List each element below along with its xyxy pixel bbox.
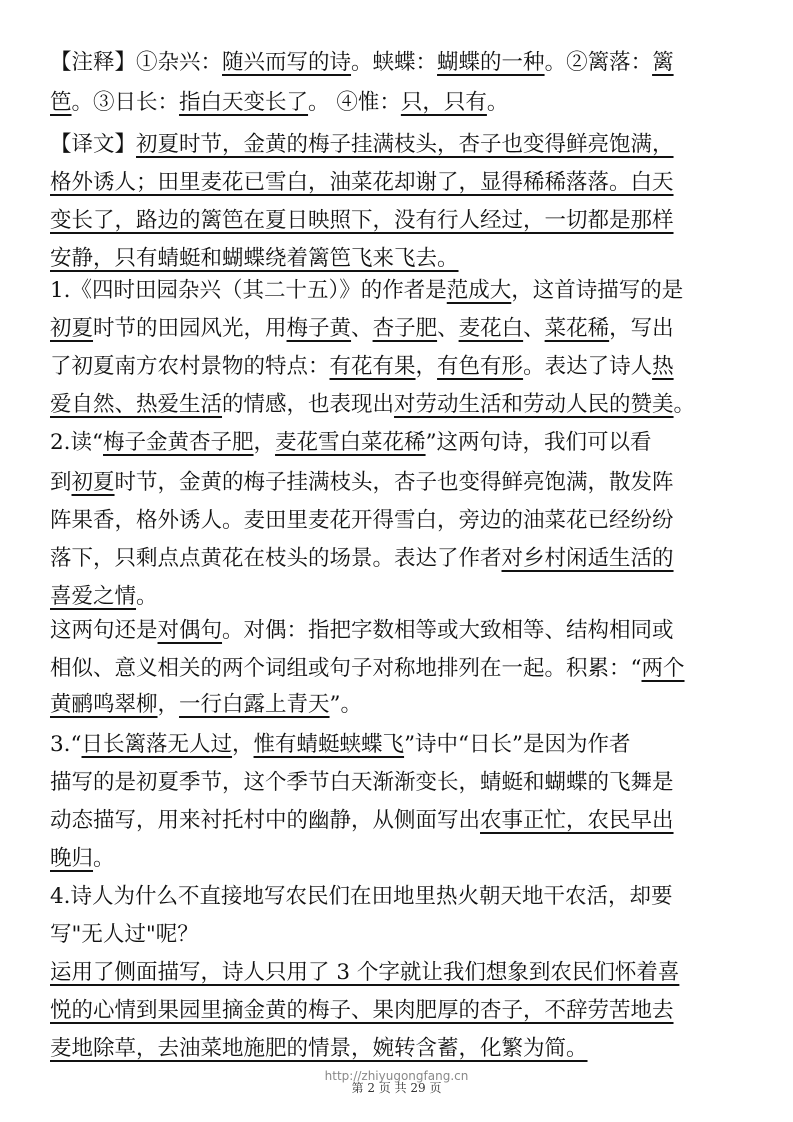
underlined-answer: 初夏	[71, 470, 115, 495]
underlined-answer: 梅子黄	[286, 316, 352, 341]
text-segment: ”。	[329, 692, 363, 717]
text-line	[50, 614, 750, 648]
underlined-answer: 日长篱落无人过	[81, 732, 233, 757]
text-segment: 【译文】	[50, 132, 137, 157]
text-line	[50, 652, 750, 686]
text-line	[50, 350, 750, 384]
text-line	[50, 504, 750, 538]
text-segment: 【注释】①杂兴：	[50, 50, 223, 75]
text-segment: 。 ④惟：	[308, 90, 401, 115]
text-segment: 。	[673, 392, 696, 417]
text-segment: ，	[232, 732, 254, 757]
underlined-answer: 黄鹂鸣翠柳	[50, 692, 158, 717]
underlined-answer: 指白天变长了	[179, 90, 309, 115]
underlined-answer: 对偶句	[157, 618, 223, 643]
text-segment: 。对偶：指把字数相等或大致相等、结构相同或	[222, 618, 674, 643]
text-segment: 落下，只剩点点黄花在枝头的场景。表达了作者	[50, 546, 502, 571]
text-segment: 。蛱蝶：	[351, 50, 438, 75]
text-segment: 写"无人过"呢？	[50, 922, 199, 947]
text-segment: 4.诗人为什么不直接地写农民们在田地里热火朝天地干农活，却要	[50, 884, 673, 909]
underlined-answer: 热	[652, 354, 674, 379]
text-line	[50, 728, 750, 762]
text-line	[50, 688, 750, 722]
text-segment: ，	[253, 430, 276, 455]
underlined-answer: 一行白露上青天	[179, 692, 330, 717]
underlined-answer: 麦地除草，去油菜地施肥的情景，婉转含蓄，化繁为简。	[50, 1036, 588, 1061]
underlined-answer: 随兴而写的诗	[222, 50, 352, 75]
text-segment: ”诗中“日长”是因为作者	[404, 732, 631, 757]
text-line	[50, 956, 750, 990]
underlined-answer: 菜花稀	[544, 316, 610, 341]
text-line	[50, 542, 750, 576]
text-segment: 、	[437, 316, 459, 341]
underlined-answer: 蝴蝶的一种	[437, 50, 545, 75]
text-line	[50, 804, 750, 838]
text-segment: 。表达了诗人	[523, 354, 653, 379]
text-segment: 。	[486, 90, 509, 115]
text-segment: 2.读“	[50, 430, 104, 455]
underlined-answer: 笆	[50, 90, 72, 115]
text-line	[50, 466, 750, 500]
underlined-answer: 爱自然、热爱生活	[50, 392, 223, 417]
text-segment: 。③日长：	[71, 90, 180, 115]
text-segment: 3.“	[50, 732, 82, 757]
text-line	[50, 842, 750, 876]
text-line	[50, 426, 750, 460]
text-segment: 这两句还是	[50, 618, 158, 643]
text-segment: 、	[523, 316, 545, 341]
underlined-answer: 初夏时节，金黄的梅子挂满枝头，杏子也变得鲜亮饱满，	[136, 132, 674, 157]
text-line	[50, 166, 750, 200]
text-segment: 了初夏南方农村景物的特点：	[50, 354, 330, 379]
text-segment: ”这两句诗，我们可以看	[425, 430, 652, 455]
text-segment: ，这首诗描写的是	[511, 278, 684, 303]
text-segment: 时节的田园风光，用	[93, 316, 287, 341]
underlined-answer: 麦花雪白菜花稀	[275, 430, 426, 455]
underlined-answer: 安静，只有蜻蜓和蝴蝶绕着篱笆飞来飞去。	[50, 246, 459, 271]
text-segment: 的情感，也表现出	[222, 392, 395, 417]
underlined-answer: 运用了侧面描写，诗人只用了 3 个字就让我们想象到农民们怀着喜	[50, 960, 680, 985]
underlined-answer: 只，只有	[400, 90, 487, 115]
text-line	[50, 46, 750, 80]
underlined-answer: 喜爱之情	[50, 584, 137, 609]
text-segment: 。②篱落：	[544, 50, 653, 75]
text-line	[50, 86, 750, 120]
text-segment: ，写出	[609, 316, 674, 341]
underlined-answer: 晚归	[50, 846, 94, 871]
underlined-answer: 悦的心情到果园里摘金黄的梅子、果肉肥厚的杏子，不辞劳苦地去	[50, 998, 674, 1023]
text-line	[50, 766, 750, 800]
underlined-answer: 对乡村闲适生活的	[501, 546, 674, 571]
text-line	[50, 204, 750, 238]
text-segment: 时节，金黄的梅子挂满枝头，杏子也变得鲜亮饱满，散发阵	[114, 470, 674, 495]
underlined-answer: 惟有蜻蜓蛱蝶飞	[253, 732, 405, 757]
text-segment: 相似、意义相关的两个词组或句子对称地排列在一起。积累：“	[50, 656, 642, 681]
footer-url[interactable]: http://zhiyugongfang.cn	[324, 1069, 469, 1083]
underlined-answer: 变长了，路边的篱笆在夏日映照下，没有行人经过，一切都是那样	[50, 208, 674, 233]
page-number: 第 2 页 共 29 页	[351, 1081, 442, 1095]
text-segment: 1.《四时田园杂兴（其二十五）》的作者是	[50, 278, 447, 303]
text-line	[50, 128, 750, 162]
underlined-answer: 麦花白	[458, 316, 524, 341]
text-segment: 阵果香，格外诱人。麦田里麦花开得雪白，旁边的油菜花已经纷纷	[50, 508, 674, 533]
underlined-answer: 篱	[652, 50, 674, 75]
underlined-answer: 两个	[641, 656, 685, 681]
text-segment: 。	[93, 846, 115, 871]
underlined-answer: 格外诱人；田里麦花已雪白，油菜花却谢了，显得稀稀落落。白天	[50, 170, 674, 195]
underlined-answer: 有花有果	[329, 354, 416, 379]
underlined-answer: 有色有形	[437, 354, 524, 379]
text-line	[50, 274, 750, 308]
text-segment: ，	[157, 692, 180, 717]
text-line	[50, 312, 750, 346]
underlined-answer: 杏子肥	[372, 316, 438, 341]
text-segment: 。	[136, 584, 158, 609]
text-segment: 描写的是初夏季节，这个季节白天渐渐变长，蜻蜓和蝴蝶的飞舞是	[50, 770, 674, 795]
underlined-answer: 梅子金黄杏子肥	[103, 430, 254, 455]
text-line	[50, 918, 750, 952]
text-line	[50, 994, 750, 1028]
underlined-answer: 范成大	[446, 278, 512, 303]
underlined-answer: 对劳动生活和劳动人民的赞美	[394, 392, 674, 417]
underlined-answer: 初夏	[50, 316, 94, 341]
text-line	[50, 388, 750, 422]
text-segment: ，	[415, 354, 438, 379]
text-line	[50, 580, 750, 614]
underlined-answer: 农事正忙，农民早出	[480, 808, 674, 833]
text-segment: 动态描写，用来衬托村中的幽静，从侧面写出	[50, 808, 481, 833]
text-segment: 到	[50, 470, 72, 495]
text-line	[50, 1032, 750, 1066]
text-line	[50, 880, 750, 914]
text-line	[50, 242, 750, 276]
text-segment: 、	[351, 316, 373, 341]
